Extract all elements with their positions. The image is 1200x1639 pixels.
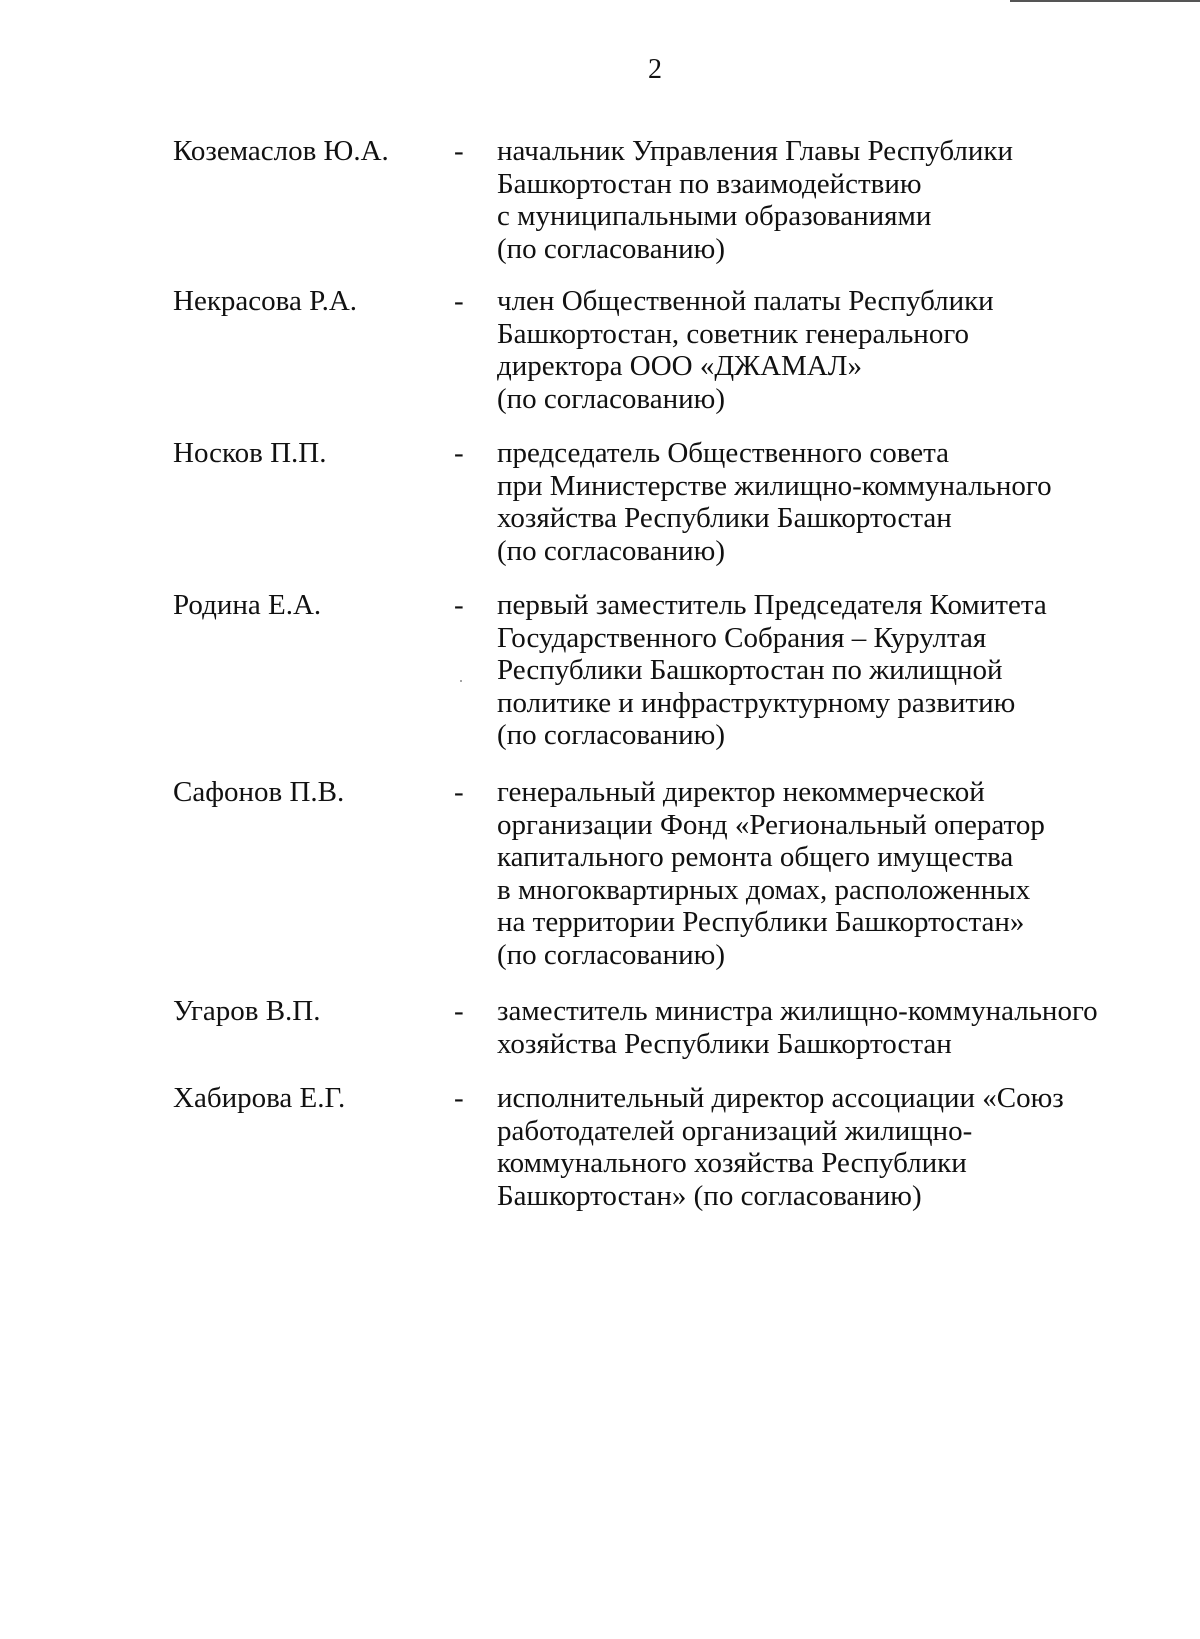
scan-edge-line xyxy=(1010,0,1200,2)
role-line: начальник Управления Главы Республики xyxy=(497,135,1014,167)
role-line: (по согласованию) xyxy=(497,938,725,971)
role-line: Башкортостан» (по согласованию) xyxy=(497,1179,922,1212)
role-line: работодателей организаций жилищно- xyxy=(497,1114,973,1147)
member-dash: - xyxy=(454,285,464,317)
role-line: заместитель министра жилищно-коммунального xyxy=(497,995,1098,1027)
member-dash: - xyxy=(454,776,464,808)
role-line: генеральный директор некоммерческой xyxy=(497,776,985,808)
role-line: (по согласованию) xyxy=(497,382,725,415)
member-name: Некрасова Р.А. xyxy=(173,285,358,317)
role-line: хозяйства Республики Башкортостан xyxy=(497,502,952,534)
member-role xyxy=(497,285,1177,415)
scan-speck xyxy=(460,680,462,682)
role-line: коммунального хозяйства Республики xyxy=(497,1147,967,1179)
member-dash: - xyxy=(454,1082,464,1114)
role-line: организации Фонд «Региональный оператор xyxy=(497,808,1045,841)
role-line: председатель Общественного совета xyxy=(497,437,950,469)
role-line: (по согласованию) xyxy=(497,719,725,751)
role-line: исполнительный директор ассоциации «Союз xyxy=(497,1082,1064,1114)
role-line: хозяйства Республики Башкортостан xyxy=(497,1027,952,1060)
role-line: первый заместитель Председателя Комитета xyxy=(497,589,1047,621)
role-line: Башкортостан по взаимодействию xyxy=(497,167,922,200)
member-role xyxy=(497,437,1177,567)
member-dash: - xyxy=(454,135,464,167)
member-name: Угаров В.П. xyxy=(173,995,321,1027)
member-dash: - xyxy=(454,437,464,469)
page-number: 2 xyxy=(648,54,662,85)
role-line: член Общественной палаты Республики xyxy=(497,285,994,317)
member-role xyxy=(497,995,1177,1060)
member-role xyxy=(497,1082,1177,1212)
role-line: Государственного Собрания – Курултая xyxy=(497,621,987,654)
member-role xyxy=(497,135,1177,265)
role-line: в многоквартирных домах, расположенных xyxy=(497,873,1031,906)
role-line: политике и инфраструктурному развитию xyxy=(497,686,1016,719)
role-line: (по согласованию) xyxy=(497,232,725,265)
member-name: Носков П.П. xyxy=(173,437,327,469)
member-name: Хабирова Е.Г. xyxy=(173,1082,346,1114)
member-dash: - xyxy=(454,995,464,1027)
role-line: Республики Башкортостан по жилищной xyxy=(497,654,1003,686)
member-name: Родина Е.А. xyxy=(173,589,322,621)
role-line: Башкортостан, советник генерального xyxy=(497,317,970,350)
role-line: (по согласованию) xyxy=(497,534,725,567)
role-line: директора ООО «ДЖАМАЛ» xyxy=(497,350,862,382)
role-line: на территории Республики Башкортостан» xyxy=(497,906,1025,938)
role-line: при Министерстве жилищно-коммунального xyxy=(497,469,1052,502)
member-role xyxy=(497,589,1177,752)
member-name: Коземаслов Ю.А. xyxy=(173,135,389,167)
role-line: капитального ремонта общего имущества xyxy=(497,841,1014,873)
member-dash: - xyxy=(454,589,464,621)
role-line: с муниципальными образованиями xyxy=(497,200,932,232)
member-role xyxy=(497,776,1177,971)
member-name: Сафонов П.В. xyxy=(173,776,345,808)
